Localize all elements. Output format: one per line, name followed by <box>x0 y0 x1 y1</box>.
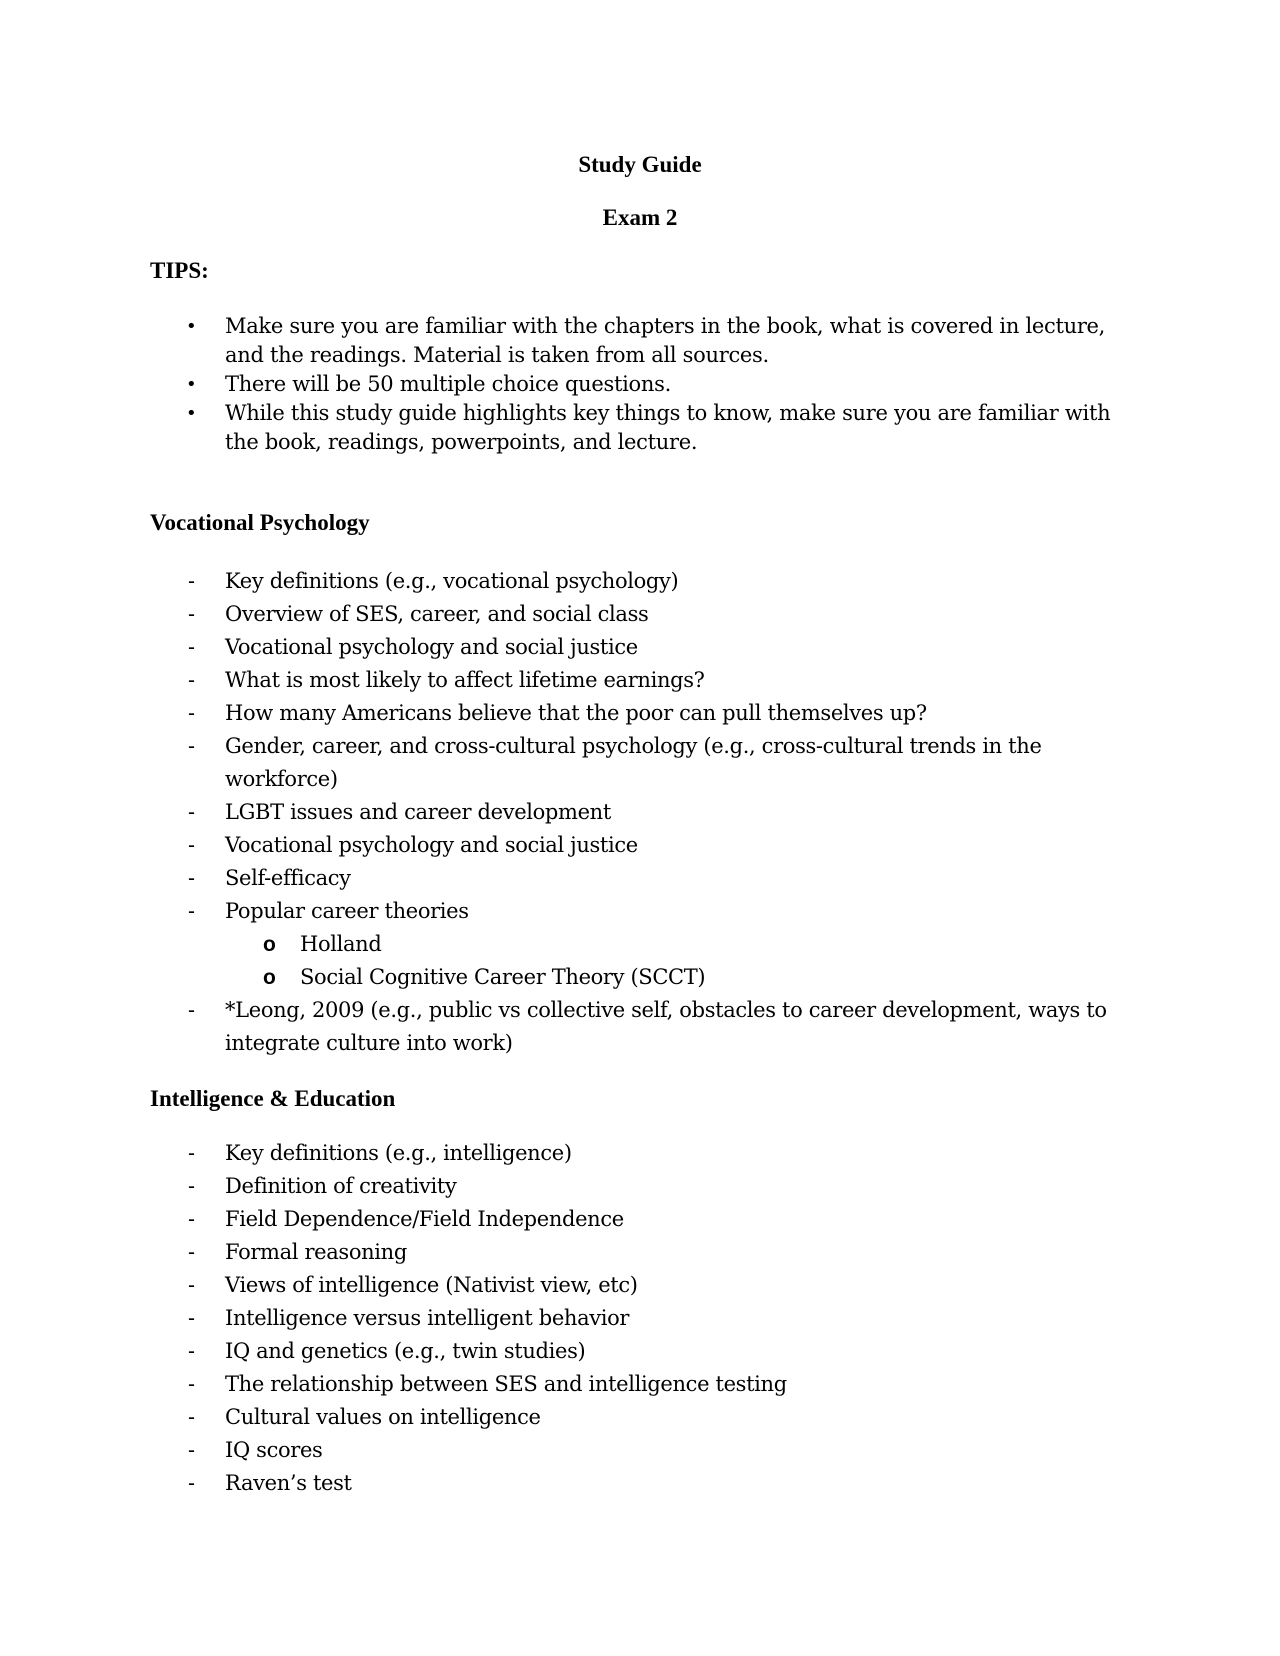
tips-item <box>0 399 1145 457</box>
tips-item-text: Make sure you are familiar with the chapters in the book, what is covered in lecture, and the readings. Material is taken from all sources. <box>225 314 1106 367</box>
dash-icon: - <box>188 1406 195 1429</box>
list-item-text: Definition of creativity <box>225 1174 457 1198</box>
list-item <box>0 1137 1125 1170</box>
vocational-psychology-heading: Vocational Psychology <box>150 510 370 535</box>
bullet-icon: • <box>186 374 197 395</box>
dash-icon: - <box>188 603 195 626</box>
list-item <box>0 598 1125 631</box>
dash-icon: - <box>188 1340 195 1363</box>
list-item <box>0 1467 1125 1500</box>
dash-icon: - <box>188 1472 195 1495</box>
list-item-text: Vocational psychology and social justice <box>225 635 638 659</box>
list-item <box>0 1434 1125 1467</box>
list-item <box>0 1368 1125 1401</box>
list-item <box>0 631 1125 664</box>
dash-icon: - <box>188 900 195 923</box>
dash-icon: - <box>188 570 195 593</box>
dash-icon: - <box>188 702 195 725</box>
tips-item-text: While this study guide highlights key things to know, make sure you are familiar with the book, readings, powerpoints, and lecture. <box>225 401 1111 454</box>
intelligence-education-list <box>0 1137 1125 1500</box>
list-item-text: What is most likely to affect lifetime earnings? <box>225 668 705 692</box>
list-item-text: Views of intelligence (Nativist view, etc) <box>225 1273 638 1297</box>
dash-icon: - <box>188 834 195 857</box>
list-item-text: Popular career theories <box>225 899 469 923</box>
sub-list-item-text: Holland <box>300 932 382 956</box>
dash-icon: - <box>188 1274 195 1297</box>
list-item-text: Gender, career, and cross-cultural psychology (e.g., cross-cultural trends in the workforce) <box>225 734 1042 791</box>
list-item <box>0 895 1125 928</box>
list-item-text: Overview of SES, career, and social class <box>225 602 649 626</box>
list-item <box>0 1269 1125 1302</box>
list-item-text: LGBT issues and career development <box>225 800 611 824</box>
dash-icon: - <box>188 999 195 1022</box>
dash-icon: - <box>188 801 195 824</box>
list-item <box>0 862 1125 895</box>
vocational-psychology-list <box>0 565 1125 1060</box>
list-item-text: Field Dependence/Field Independence <box>225 1207 624 1231</box>
circle-bullet-icon: o <box>263 933 276 956</box>
list-item <box>0 1170 1125 1203</box>
sub-list-item <box>0 961 1125 994</box>
dash-icon: - <box>188 1439 195 1462</box>
document-subtitle: Exam 2 <box>602 205 678 230</box>
dash-icon: - <box>188 1142 195 1165</box>
bullet-icon: • <box>186 316 197 337</box>
list-item <box>0 565 1125 598</box>
list-item <box>0 796 1125 829</box>
list-item <box>0 1203 1125 1236</box>
list-item <box>0 1302 1125 1335</box>
list-item-text: Raven’s test <box>225 1471 352 1495</box>
tips-item-text: There will be 50 multiple choice questions. <box>225 372 671 396</box>
tips-heading: TIPS: <box>150 258 209 283</box>
document-title: Study Guide <box>578 152 702 177</box>
list-item <box>0 1335 1125 1368</box>
dash-icon: - <box>188 735 195 758</box>
list-item-text: How many Americans believe that the poor can pull themselves up? <box>225 701 927 725</box>
tips-item <box>0 370 1145 399</box>
sub-list-item-text: Social Cognitive Career Theory (SCCT) <box>300 965 706 989</box>
dash-icon: - <box>188 1241 195 1264</box>
intelligence-education-heading: Intelligence & Education <box>150 1086 396 1111</box>
list-item-text: Formal reasoning <box>225 1240 407 1264</box>
list-item <box>0 1236 1125 1269</box>
list-item-text: Self-efficacy <box>225 866 351 890</box>
dash-icon: - <box>188 1307 195 1330</box>
list-item-text: Key definitions (e.g., vocational psychology) <box>225 569 679 593</box>
list-item <box>0 697 1125 730</box>
dash-icon: - <box>188 1208 195 1231</box>
dash-icon: - <box>188 669 195 692</box>
dash-icon: - <box>188 867 195 890</box>
dash-icon: - <box>188 1175 195 1198</box>
dash-icon: - <box>188 636 195 659</box>
tips-list <box>0 312 1145 457</box>
list-item-text: *Leong, 2009 (e.g., public vs collective self, obstacles to career development, ways to integrate culture into work) <box>225 998 1107 1055</box>
sub-list-item <box>0 928 1125 961</box>
bullet-icon: • <box>186 403 197 424</box>
list-item-text: Vocational psychology and social justice <box>225 833 638 857</box>
list-item <box>0 664 1125 697</box>
circle-bullet-icon: o <box>263 966 276 989</box>
list-item-text: Intelligence versus intelligent behavior <box>225 1306 630 1330</box>
list-item-text: Cultural values on intelligence <box>225 1405 541 1429</box>
list-item-text: IQ scores <box>225 1438 323 1462</box>
list-item-text: IQ and genetics (e.g., twin studies) <box>225 1339 586 1363</box>
list-item <box>0 829 1125 862</box>
list-item <box>0 730 1125 796</box>
tips-item <box>0 312 1145 370</box>
dash-icon: - <box>188 1373 195 1396</box>
list-item <box>0 994 1125 1060</box>
list-item-text: The relationship between SES and intelligence testing <box>225 1372 787 1396</box>
list-item-text: Key definitions (e.g., intelligence) <box>225 1141 572 1165</box>
list-item <box>0 1401 1125 1434</box>
